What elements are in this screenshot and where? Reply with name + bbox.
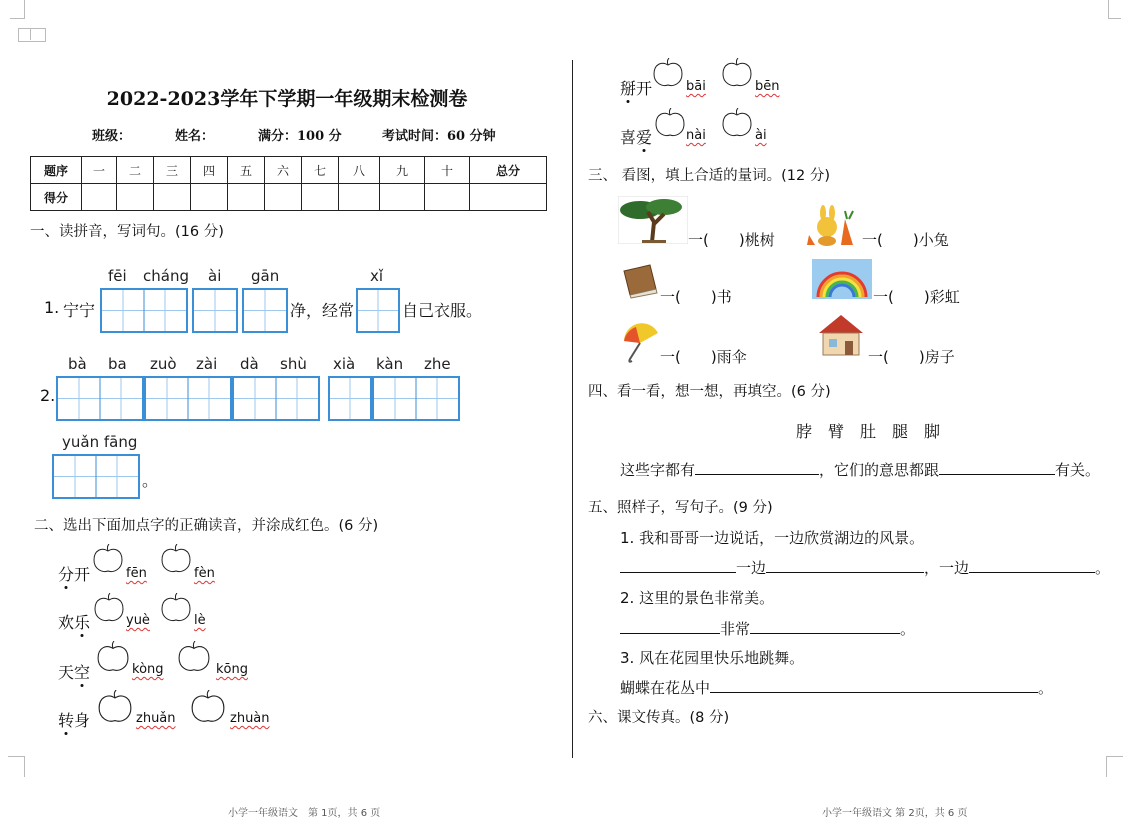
dotted-char: 乐 bbox=[74, 613, 91, 632]
sentence-text: 自己衣服。 bbox=[402, 301, 483, 320]
sentence-part: 蝴蝶在花丛中 bbox=[620, 679, 711, 697]
book-icon bbox=[620, 263, 660, 299]
crop-mark bbox=[1106, 756, 1123, 777]
score-cell bbox=[425, 184, 470, 211]
score-cell bbox=[470, 184, 547, 211]
sentence-text: 宁宁 bbox=[63, 301, 96, 320]
pinyin: bà bbox=[68, 355, 87, 373]
pinyin-option[interactable]: bēn bbox=[755, 79, 780, 94]
word bbox=[58, 610, 90, 633]
pinyin-option[interactable]: bāi bbox=[686, 79, 706, 94]
char: 欢 bbox=[58, 613, 75, 632]
score-cell bbox=[154, 184, 191, 211]
score-cell bbox=[191, 184, 228, 211]
apple-icon[interactable] bbox=[652, 58, 684, 88]
fill-sentence bbox=[620, 677, 1053, 698]
total-label: 总分 bbox=[470, 157, 547, 184]
pinyin-option[interactable]: fèn bbox=[194, 566, 215, 581]
writing-grid[interactable] bbox=[52, 454, 140, 499]
word bbox=[620, 125, 652, 148]
answer-blank[interactable] bbox=[939, 460, 1055, 475]
pinyin: zuò bbox=[150, 355, 177, 373]
answer-blank[interactable] bbox=[750, 619, 900, 634]
writing-grid[interactable] bbox=[232, 376, 320, 421]
answer-blank[interactable] bbox=[620, 619, 720, 634]
sentence-part: 有关。 bbox=[1055, 461, 1101, 479]
section-3-heading: 三、 看图，填上合适的量词。(12 分) bbox=[588, 168, 830, 184]
fill-sentence bbox=[620, 459, 1100, 480]
pinyin: zhe bbox=[424, 355, 451, 373]
col-6: 六 bbox=[265, 157, 302, 184]
score-table-score-row bbox=[31, 184, 547, 211]
crop-mark bbox=[30, 28, 31, 40]
section-6-heading: 六、课文传真。(8 分) bbox=[588, 710, 730, 726]
pinyin-option[interactable]: nài bbox=[686, 128, 706, 143]
line-number: 2. bbox=[40, 386, 56, 405]
row-label: 题序 bbox=[31, 157, 82, 184]
sentence-part: ，一边 bbox=[924, 559, 970, 577]
col-2: 二 bbox=[117, 157, 154, 184]
pinyin-option[interactable]: yuè bbox=[126, 613, 150, 628]
writing-grid[interactable] bbox=[192, 288, 238, 333]
word bbox=[58, 708, 90, 731]
section-5-heading: 五、照样子，写句子。(9 分) bbox=[588, 500, 773, 516]
sentence-part: 这些字都有 bbox=[620, 461, 696, 479]
fill-sentence bbox=[620, 557, 1110, 578]
score-cell bbox=[339, 184, 380, 211]
pinyin: xià bbox=[333, 355, 356, 373]
apple-icon[interactable] bbox=[654, 108, 686, 138]
writing-grid[interactable] bbox=[328, 376, 372, 421]
pinyin: gān bbox=[251, 267, 280, 285]
section-2-heading: 二、选出下面加点字的正确读音，并涂成红色。(6 分) bbox=[34, 518, 379, 534]
page-footer-left: 小学一年级语文 第 1页，共 6 页 bbox=[228, 808, 381, 819]
score-cell bbox=[228, 184, 265, 211]
col-10: 十 bbox=[425, 157, 470, 184]
score-cell bbox=[82, 184, 117, 211]
apple-icon[interactable] bbox=[175, 641, 213, 673]
answer-blank[interactable] bbox=[710, 678, 1038, 693]
measure-word-item[interactable]: 一( )书 bbox=[660, 288, 732, 306]
word bbox=[58, 660, 90, 683]
col-5: 五 bbox=[228, 157, 265, 184]
score-cell bbox=[380, 184, 425, 211]
sentence-part: 一边 bbox=[736, 559, 767, 577]
umbrella-icon bbox=[620, 323, 662, 363]
class-label: 班级： bbox=[92, 129, 132, 144]
dotted-char: 空 bbox=[74, 663, 91, 682]
char: 开 bbox=[636, 79, 653, 98]
sentence-part: 。 bbox=[1095, 559, 1111, 577]
pinyin-option[interactable]: lè bbox=[194, 613, 206, 628]
sentence-part: 。 bbox=[1038, 679, 1054, 697]
pinyin-option[interactable]: zhuǎn bbox=[136, 711, 176, 726]
pinyin: ba bbox=[108, 355, 127, 373]
pinyin-option[interactable]: ài bbox=[755, 128, 767, 143]
char: 开 bbox=[74, 565, 91, 584]
pinyin: shù bbox=[280, 355, 307, 373]
apple-icon[interactable] bbox=[721, 58, 753, 88]
measure-word-item[interactable]: 一( )彩虹 bbox=[873, 288, 960, 306]
row-label: 得分 bbox=[31, 184, 82, 211]
page-divider bbox=[572, 60, 573, 758]
char: 喜 bbox=[620, 128, 637, 147]
exam-time-label: 考试时间：60 分钟 bbox=[382, 129, 496, 144]
pinyin: fēi bbox=[108, 267, 127, 285]
score-cell bbox=[302, 184, 339, 211]
apple-icon[interactable] bbox=[92, 544, 124, 574]
col-1: 一 bbox=[82, 157, 117, 184]
period: 。 bbox=[142, 471, 159, 490]
section-4-heading: 四、看一看，想一想，再填空。(6 分) bbox=[588, 384, 831, 400]
fill-sentence bbox=[620, 618, 915, 639]
pinyin: cháng bbox=[143, 267, 189, 285]
col-4: 四 bbox=[191, 157, 228, 184]
measure-word-item[interactable]: 一( )雨伞 bbox=[660, 348, 747, 366]
rabbit-icon bbox=[805, 205, 861, 247]
full-score-label: 满分：100 分 bbox=[258, 129, 342, 144]
col-3: 三 bbox=[154, 157, 191, 184]
name-label: 姓名： bbox=[175, 129, 215, 144]
apple-icon[interactable] bbox=[93, 593, 125, 623]
apple-icon[interactable] bbox=[94, 641, 132, 673]
score-cell bbox=[265, 184, 302, 211]
pinyin-option[interactable]: fēn bbox=[126, 566, 147, 581]
character-list: 脖 臂 肚 腿 脚 bbox=[796, 422, 941, 441]
answer-blank[interactable] bbox=[969, 558, 1095, 573]
pinyin: kàn bbox=[376, 355, 404, 373]
apple-icon[interactable] bbox=[160, 544, 192, 574]
word bbox=[620, 76, 652, 99]
rainbow-icon bbox=[812, 259, 872, 299]
col-9: 九 bbox=[380, 157, 425, 184]
writing-grid[interactable] bbox=[372, 376, 460, 421]
writing-grid[interactable] bbox=[356, 288, 400, 333]
measure-word-item[interactable]: 一( )房子 bbox=[868, 348, 955, 366]
score-cell bbox=[117, 184, 154, 211]
sentence-text: 净，经常 bbox=[290, 301, 355, 320]
crop-mark bbox=[10, 0, 25, 19]
answer-blank[interactable] bbox=[620, 558, 736, 573]
writing-grid[interactable] bbox=[100, 288, 188, 333]
answer-blank[interactable] bbox=[766, 558, 924, 573]
crop-mark bbox=[1108, 0, 1121, 19]
char: 身 bbox=[74, 711, 91, 730]
apple-icon[interactable] bbox=[721, 108, 753, 138]
example-sentence: 3. 风在花园里快乐地跳舞。 bbox=[620, 649, 805, 667]
dotted-char: 分 bbox=[58, 565, 75, 584]
pinyin: ài bbox=[208, 267, 222, 285]
writing-grid[interactable] bbox=[242, 288, 288, 333]
sentence-part: 非常 bbox=[720, 620, 751, 638]
sentence-part: ，它们的意思都跟 bbox=[819, 461, 940, 479]
pinyin-option[interactable]: zhuàn bbox=[230, 711, 270, 726]
writing-grid[interactable] bbox=[56, 376, 144, 421]
crop-mark bbox=[8, 756, 25, 777]
apple-icon[interactable] bbox=[93, 690, 137, 724]
char: 天 bbox=[58, 663, 75, 682]
exam-title: 2022-2023学年下学期一年级期末检测卷 bbox=[106, 88, 468, 110]
writing-grid[interactable] bbox=[144, 376, 232, 421]
apple-icon[interactable] bbox=[186, 690, 230, 724]
page-footer-right: 小学一年级语文 第 2页，共 6 页 bbox=[822, 808, 968, 819]
apple-icon[interactable] bbox=[160, 593, 192, 623]
pinyin: zài bbox=[196, 355, 218, 373]
col-7: 七 bbox=[302, 157, 339, 184]
score-table bbox=[30, 156, 547, 211]
example-sentence: 1. 我和哥哥一边说话，一边欣赏湖边的风景。 bbox=[620, 529, 925, 547]
measure-word-item[interactable]: 一( )桃树 bbox=[688, 231, 775, 249]
score-table-header-row bbox=[31, 157, 547, 184]
dotted-char: 掰 bbox=[620, 79, 637, 98]
section-1-heading: 一、读拼音，写词句。(16 分) bbox=[30, 224, 224, 240]
crop-mark bbox=[18, 28, 46, 42]
line-number: 1. bbox=[44, 298, 60, 317]
dotted-char: 爱 bbox=[636, 128, 653, 147]
pinyin-option[interactable]: kōng bbox=[216, 662, 248, 677]
word bbox=[58, 562, 90, 585]
pinyin: xǐ bbox=[370, 267, 384, 285]
col-8: 八 bbox=[339, 157, 380, 184]
pinyin-option[interactable]: kòng bbox=[132, 662, 164, 677]
dotted-char: 转 bbox=[58, 711, 75, 730]
answer-blank[interactable] bbox=[695, 460, 819, 475]
peach-tree-icon bbox=[618, 196, 688, 244]
pinyin: yuǎn fāng bbox=[62, 433, 138, 451]
house-icon bbox=[815, 313, 867, 359]
pinyin: dà bbox=[240, 355, 259, 373]
example-sentence: 2. 这里的景色非常美。 bbox=[620, 589, 775, 607]
measure-word-item[interactable]: 一( )小兔 bbox=[862, 231, 949, 249]
sentence-part: 。 bbox=[900, 620, 916, 638]
